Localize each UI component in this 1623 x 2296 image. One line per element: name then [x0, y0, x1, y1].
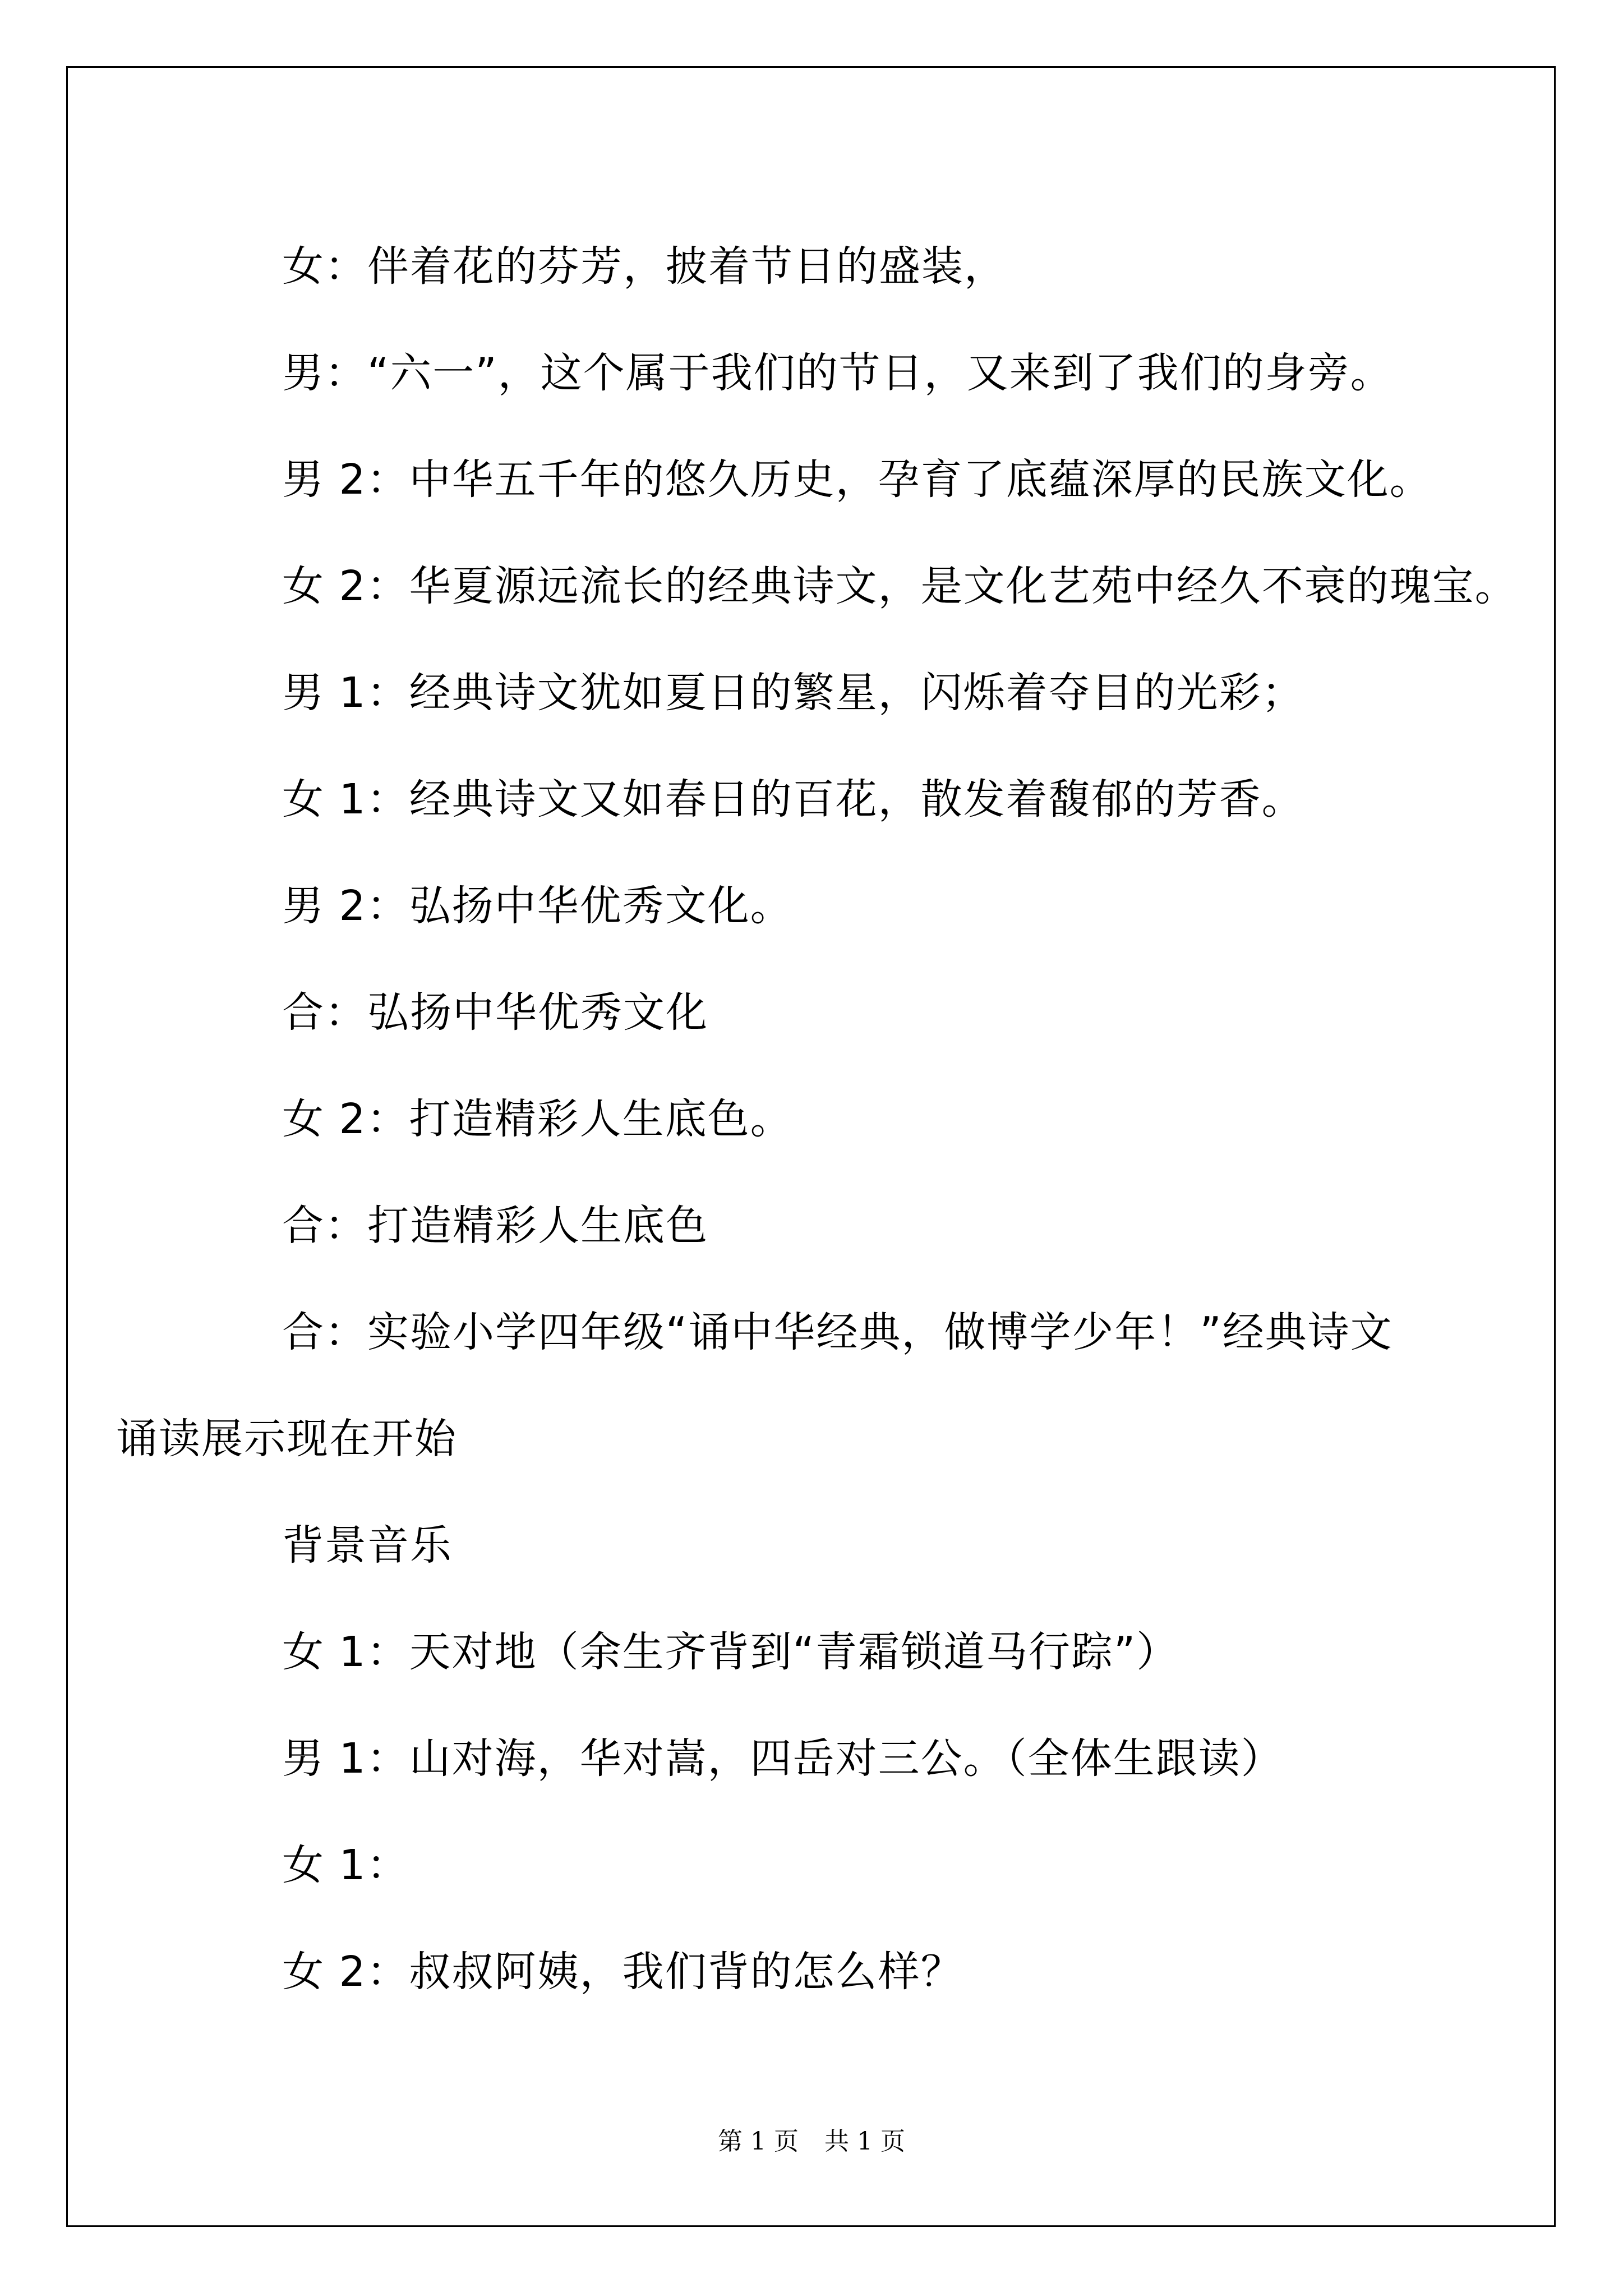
paragraph: 女 1：经典诗文又如春日的百花，散发着馥郁的芳香。 [282, 775, 1304, 823]
paragraph: 女 2：打造精彩人生底色。 [282, 1095, 793, 1143]
paragraph: 男 1：经典诗文犹如夏日的繁星，闪烁着夺目的光彩； [282, 669, 1304, 717]
document-body [116, 213, 1518, 2025]
paragraph: 女 1：天对地（余生齐背到“青霜锁道马行踪”） [282, 1628, 1179, 1676]
paragraph: 女：伴着花的芬芳，披着节日的盛装， [282, 242, 1007, 291]
page-footer [0, 2125, 1623, 2159]
paragraph: 男 2：弘扬中华优秀文化。 [282, 882, 793, 930]
paragraph: 合：打造精彩人生底色 [282, 1202, 708, 1250]
paragraph: 合：实验小学四年级“诵中华经典，做博学少年！”经典诗文诵读展示现在开始 [116, 1308, 1393, 1463]
paragraph: 男：“六一”，这个属于我们的节日，又来到了我们的身旁。 [282, 349, 1393, 397]
paragraph: 合：弘扬中华优秀文化 [282, 988, 708, 1037]
paragraph: 女 2：叔叔阿姨，我们背的怎么样？ [282, 1948, 963, 1996]
page-number: 第 1 页 [718, 2127, 799, 2156]
page-total: 共 1 页 [824, 2127, 905, 2156]
paragraph: 背景音乐 [282, 1521, 453, 1570]
paragraph: 男 2：中华五千年的悠久历史，孕育了底蕴深厚的民族文化。 [282, 455, 1432, 504]
paragraph: 女 2：华夏源远流长的经典诗文，是文化艺苑中经久不衰的瑰宝。 [282, 562, 1518, 610]
paragraph: 女 1： [282, 1841, 409, 1889]
paragraph: 男 1：山对海，华对嵩，四岳对三公。（全体生跟读） [282, 1734, 1284, 1783]
